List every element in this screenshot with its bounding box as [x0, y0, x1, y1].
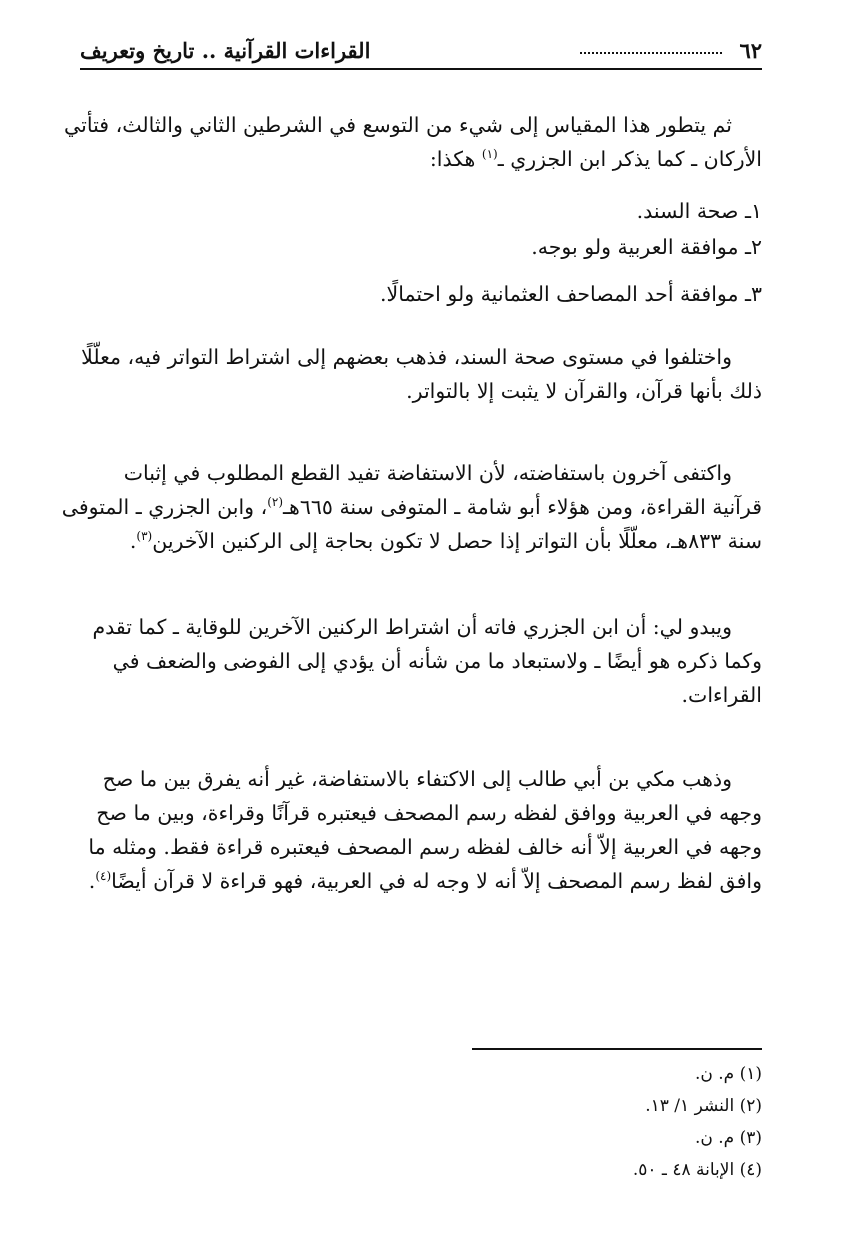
- makki-line-1: وذهب مكي بن أبي طالب إلى الاكتفاء بالاستفاضة، غير أنه يفرق بين ما صح: [102, 767, 732, 791]
- istifada-line-3: سنة ٨٣٣هـ، معلّلًا بأن التواتر إذا حصل لا تكون بحاجة إلى الركنين الآخرين$^{(٣)}$.: [129, 529, 762, 553]
- condition-item-3: ٣ـ موافقة أحد المصاحف العثمانية ولو احتمالًا.: [380, 282, 762, 306]
- header-dot-leader: [580, 52, 722, 54]
- opinion-line-2: وكما ذكره هو أيضًا ـ ولاستبعاد ما من شأنه أن يؤدي إلى الفوضى والضعف في: [112, 649, 762, 673]
- istifada-paragraph: [61, 456, 762, 558]
- istifada-line-1: واكتفى آخرون باستفاضته، لأن الاستفاضة تفيد القطع المطلوب في إثبات: [123, 461, 732, 485]
- opinion-line-3: القراءات.: [681, 683, 762, 707]
- isnad-paragraph: [80, 340, 762, 408]
- running-title: القراءات القرآنية .. تاريخ وتعريف: [80, 38, 371, 63]
- isnad-line-1: واختلفوا في مستوى صحة السند، فذهب بعضهم إلى اشتراط التواتر فيه، معلّلًا: [81, 345, 732, 369]
- footnote-2: (٢) النشر ١/ ١٣.: [645, 1096, 762, 1116]
- footnote-ref-3: (٣): [136, 529, 153, 544]
- opinion-line-1: ويبدو لي: أن ابن الجزري فاته أن اشتراط الركنين الآخرين للوقاية ـ كما تقدم: [92, 615, 732, 639]
- intro-paragraph: [64, 108, 762, 176]
- intro-line-1: ثم يتطور هذا المقياس إلى شيء من التوسع في الشرطين الثاني والثالث، فتأتي: [64, 113, 732, 137]
- istifada-line-2: قرآنية القراءة، ومن هؤلاء أبو شامة ـ المتوفى سنة ٦٦٥هـ$^{(٢)}$، وابن الجزري ـ المتوفى: [61, 495, 762, 519]
- page-number: ٦٢: [739, 38, 762, 63]
- intro-line-2: الأركان ـ كما يذكر ابن الجزري ـ$^{(١)}$ هكذا:: [429, 147, 762, 171]
- footnote-3: (٣) م. ن.: [694, 1128, 762, 1148]
- isnad-line-2: ذلك بأنها قرآن، والقرآن لا يثبت إلا بالتواتر.: [406, 379, 762, 403]
- makki-line-4: وافق لفظ رسم المصحف إلاّ أنه لا وجه له في العربية، فهو قراءة لا قرآن أيضًا$^{(٤)}$.: [88, 869, 762, 893]
- footnote-ref-2: (٢): [267, 495, 284, 510]
- footnote-ref-1: (١): [481, 147, 498, 162]
- makki-line-3: وجهه في العربية إلاّ أنه خالف لفظه رسم المصحف فيعتبره قراءة فقط. ومثله ما: [88, 835, 762, 859]
- makki-paragraph: [80, 762, 762, 898]
- opinion-paragraph: [80, 610, 762, 712]
- page-header: [80, 34, 762, 70]
- footnote-4: (٤) الإبانة ٤٨ ـ ٥٠.: [632, 1160, 762, 1180]
- footnote-1: (١) م. ن.: [694, 1064, 762, 1084]
- footnote-separator: [472, 1048, 762, 1050]
- condition-item-1: ١ـ صحة السند.: [636, 199, 762, 223]
- makki-line-2: وجهه في العربية ووافق لفظه رسم المصحف فيعتبره قرآنًا وقراءة، وبين ما صح: [96, 801, 762, 825]
- condition-item-2: ٢ـ موافقة العربية ولو بوجه.: [531, 235, 762, 259]
- footnote-ref-4: (٤): [95, 869, 112, 884]
